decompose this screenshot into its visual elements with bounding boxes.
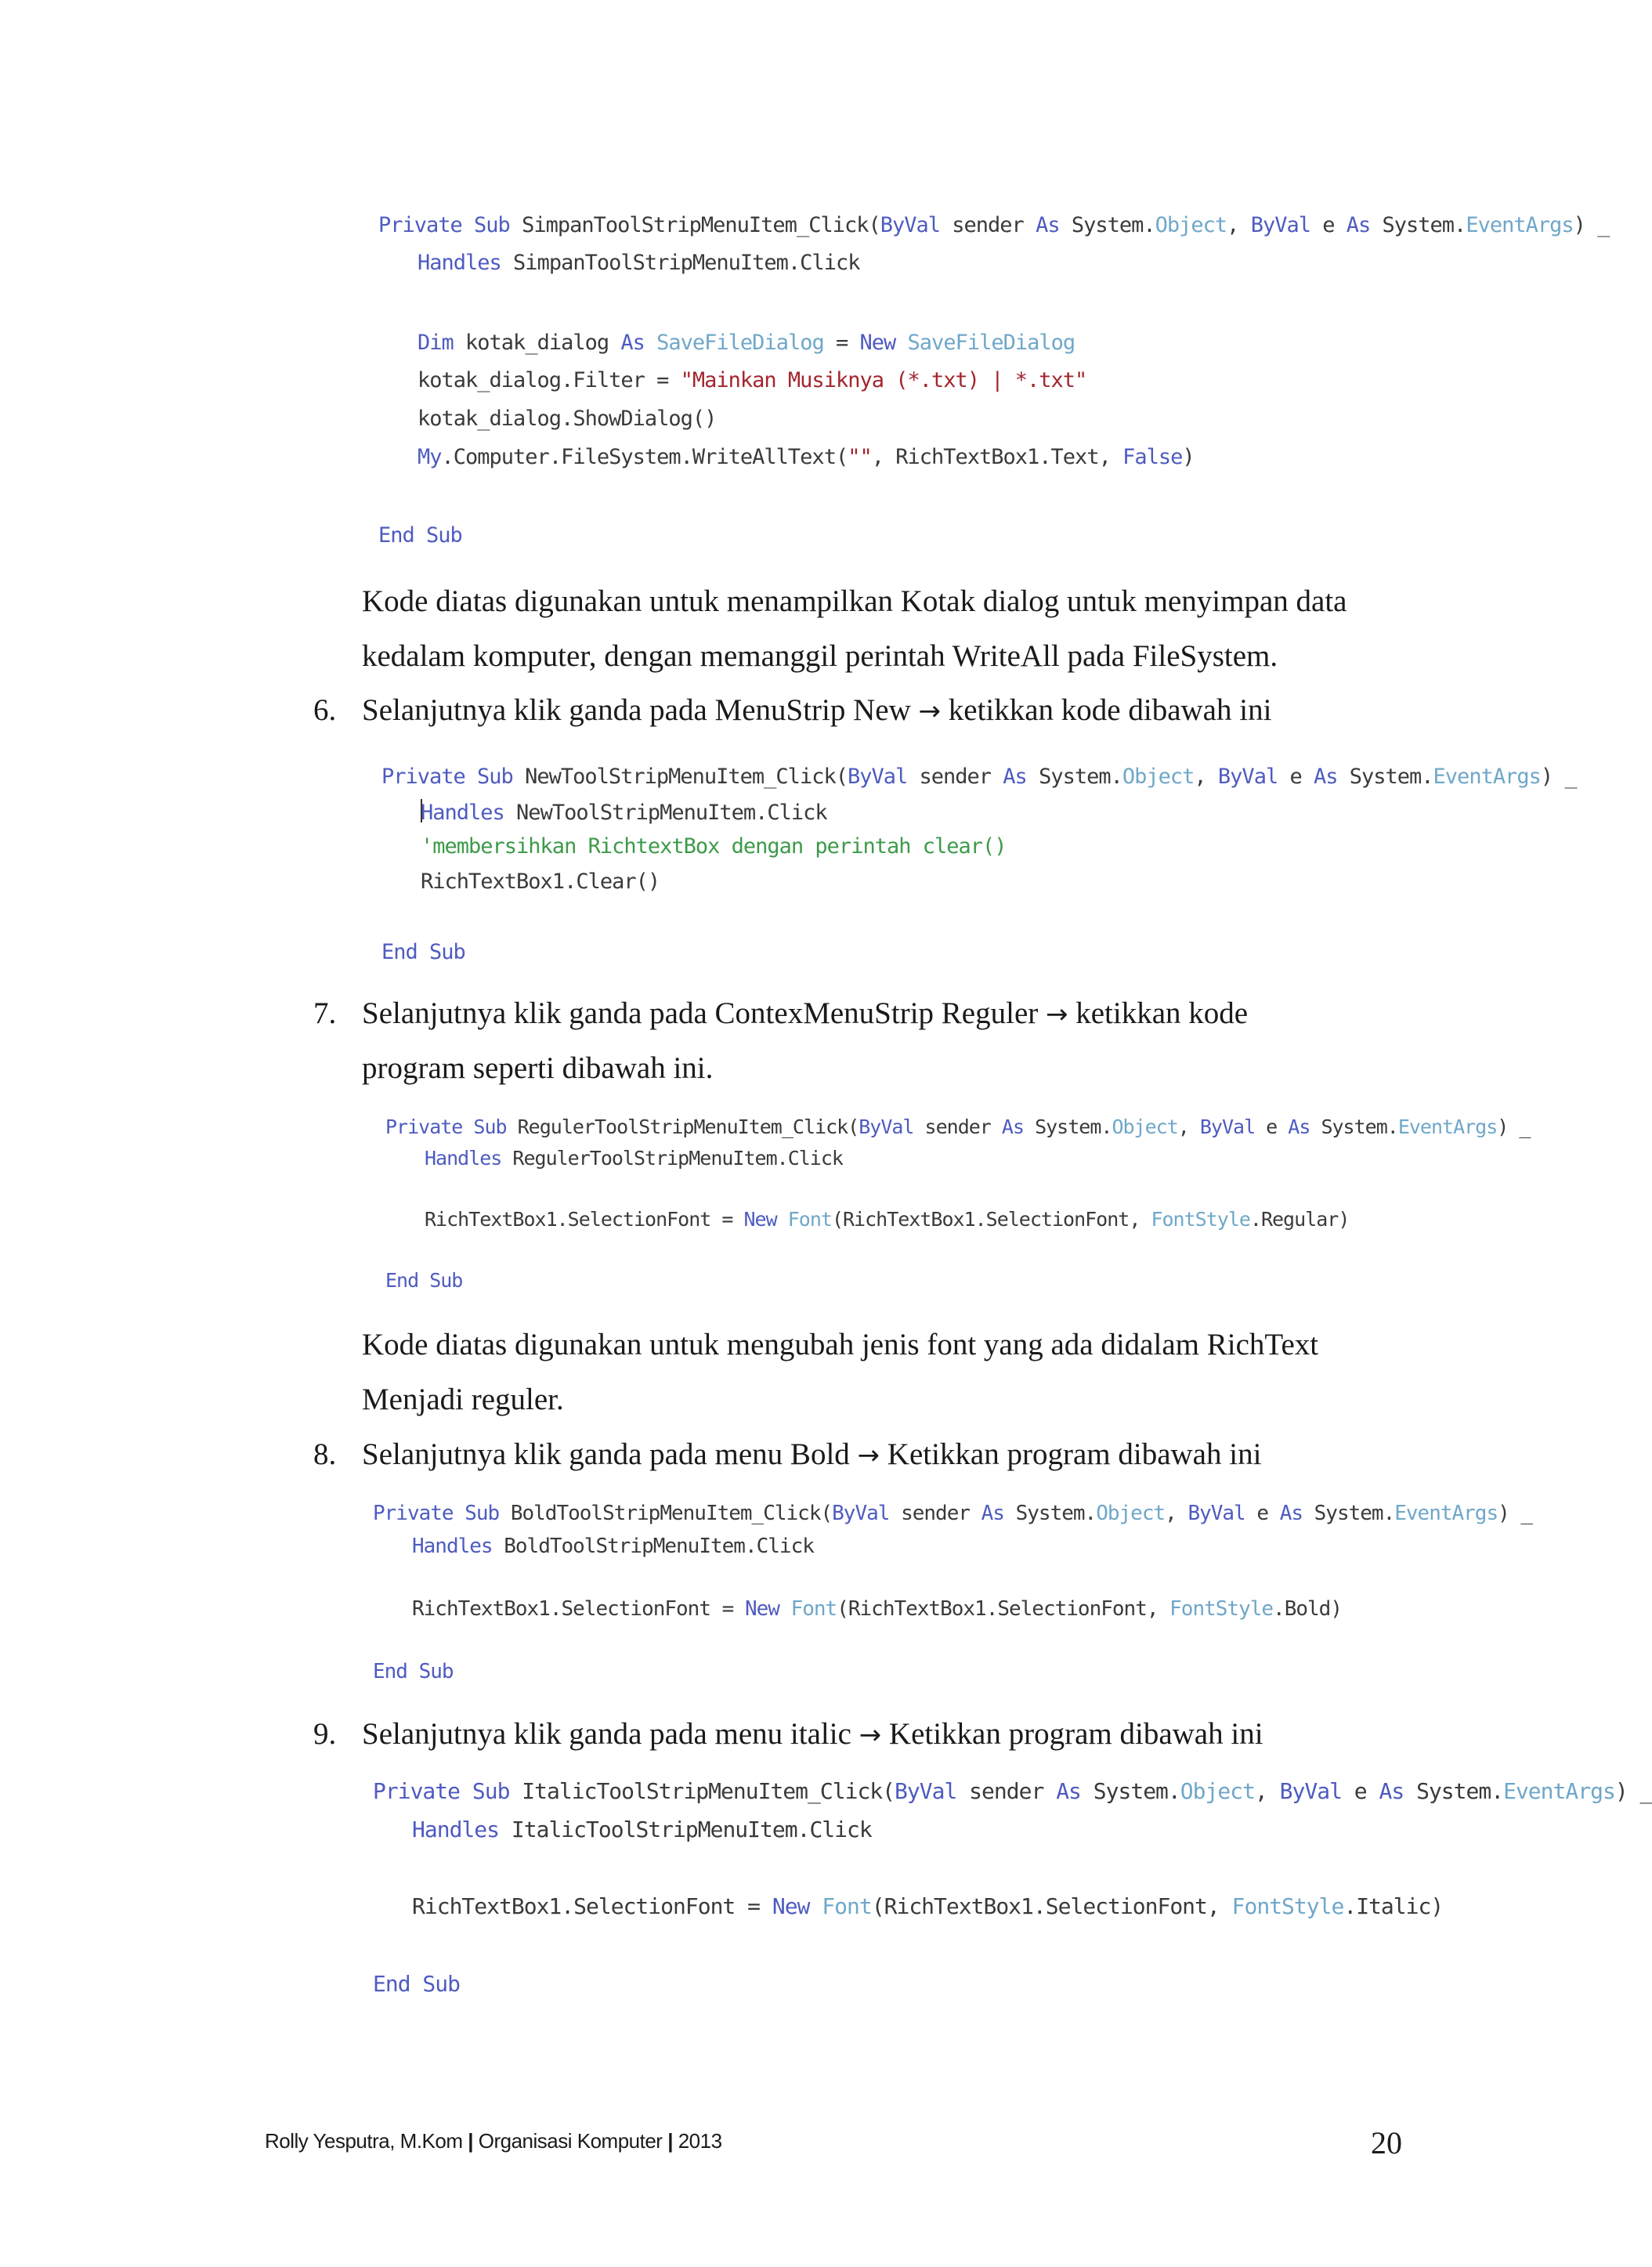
paragraph-line: Kode diatas digunakan untuk mengubah jenis font yang ada didalam RichText [362,1328,1319,1361]
step-instruction: Selanjutnya klik ganda pada ContexMenuStrip Reguler → ketikkan kode [362,996,1249,1030]
code-line: kotak_dialog.ShowDialog() [418,407,717,431]
code-line: Private Sub NewToolStripMenuItem_Click(ByVal sender As System.Object, ByVal e As System.EventArgs) _ [381,765,1577,789]
code-line: RichTextBox1.Clear() [421,870,660,894]
code-block-simpan [378,213,1610,566]
arrow-right-icon: → [918,696,942,727]
paragraph-line: Kode diatas digunakan untuk menampilkan Kotak dialog untuk menyimpan data [362,584,1347,618]
code-line: End Sub [381,940,465,964]
page-number: 20 [1371,2125,1402,2160]
step-instruction: Selanjutnya klik ganda pada menu italic → Ketikkan program dibawah ini [362,1717,1263,1751]
code-line: Handles RegulerToolStripMenuItem.Click [425,1147,843,1170]
footer-course: Organisasi Komputer [478,2129,663,2153]
code-line: Handles BoldToolStripMenuItem.Click [412,1535,814,1558]
code-line: Private Sub ItalicToolStripMenuItem_Click(ByVal sender As System.Object, ByVal e As System.EventArgs) _ [373,1778,1652,1804]
code-comment: 'membersihkan RichtextBox dengan perintah clear() [421,834,1007,859]
arrow-right-icon: → [1046,999,1068,1030]
step-number: 7. [313,996,337,1030]
arrow-right-icon: → [857,1440,880,1471]
code-line: Handles ItalicToolStripMenuItem.Click [412,1817,872,1842]
code-block-new [381,765,1577,968]
code-line: Dim kotak_dialog As SaveFileDialog = New SaveFileDialog [418,331,1075,355]
paragraph-line: kedalam komputer, dengan memanggil perintah WriteAll pada FileSystem. [362,639,1278,673]
code-line: End Sub [373,1971,461,1997]
code-line: Private Sub SimpanToolStripMenuItem_Click(ByVal sender As System.Object, ByVal e As System.EventArgs) _ [378,213,1610,237]
code-line: Handles SimpanToolStripMenuItem.Click [418,251,860,275]
code-line: RichTextBox1.SelectionFont = New Font(RichTextBox1.SelectionFont, FontStyle.Italic) [412,1893,1444,1919]
step-instruction-cont: program seperti dibawah ini. [362,1051,714,1085]
footer-year: 2013 [678,2129,722,2153]
code-block-bold [373,1502,1533,1690]
code-line: Handles NewToolStripMenuItem.Click [421,801,827,825]
code-line: End Sub [378,523,462,548]
code-line: End Sub [373,1660,454,1683]
code-line: Private Sub BoldToolStripMenuItem_Click(ByVal sender As System.Object, ByVal e As System.EventArgs) _ [373,1502,1533,1525]
code-line: Private Sub RegulerToolStripMenuItem_Click(ByVal sender As System.Object, ByVal e As System.EventArgs) _ [385,1115,1531,1138]
arrow-right-icon: → [859,1719,882,1751]
code-line: kotak_dialog.Filter = "Mainkan Musiknya (*.txt) | *.txt" [418,368,1087,392]
page-footer: Rolly Yesputra, M.Kom | Organisasi Komputer | 2013 [265,2129,722,2153]
step-number: 6. [313,693,337,727]
code-block-italic [373,1778,1652,2013]
footer-author: Rolly Yesputra, M.Kom [265,2129,463,2153]
step-number: 9. [313,1717,337,1751]
code-line: RichTextBox1.SelectionFont = New Font(RichTextBox1.SelectionFont, FontStyle.Regular) [425,1208,1350,1231]
step-instruction: Selanjutnya klik ganda pada MenuStrip New → ketikkan kode dibawah ini [362,693,1272,727]
code-line: End Sub [385,1269,463,1292]
code-line: My.Computer.FileSystem.WriteAllText("", RichTextBox1.Text, False) [418,445,1195,469]
code-line: RichTextBox1.SelectionFont = New Font(RichTextBox1.SelectionFont, FontStyle.Bold) [412,1597,1342,1621]
paragraph-line: Menjadi reguler. [362,1383,564,1416]
code-block-reguler [385,1115,1531,1303]
step-number: 8. [313,1437,337,1471]
step-instruction: Selanjutnya klik ganda pada menu Bold → Ketikkan program dibawah ini [362,1437,1262,1471]
